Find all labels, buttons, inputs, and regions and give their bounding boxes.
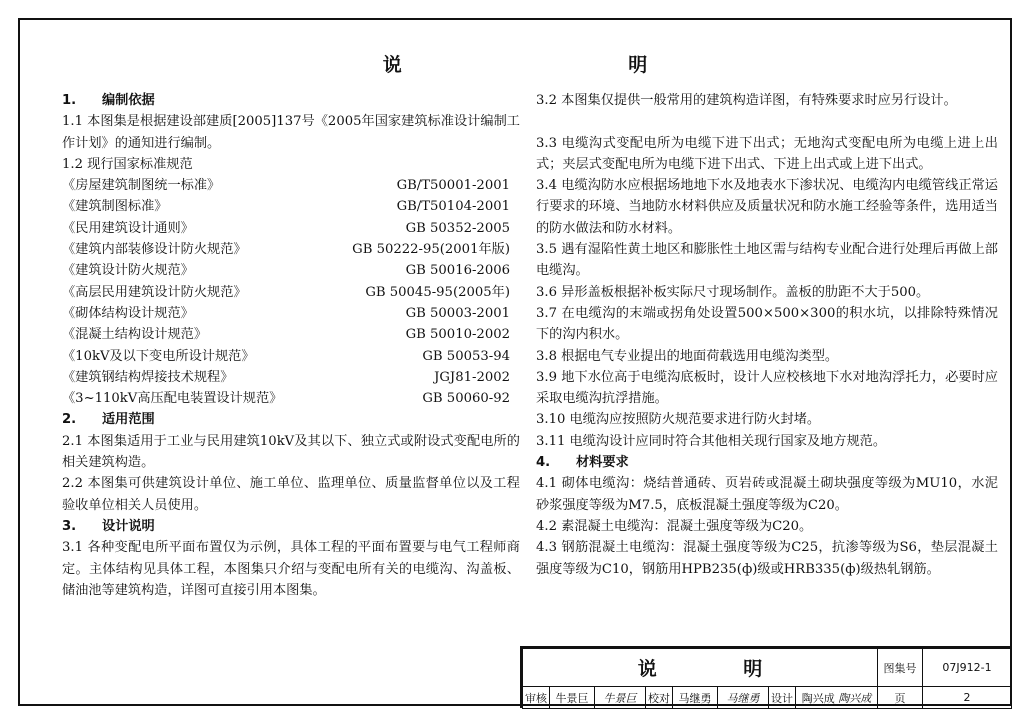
section-heading-1: 1. 编制依据 [62,93,155,108]
paragraph-2-1: 2.1 本图集适用于工业与民用建筑10kV及其以下、独立式或附设式变配电所的相关建筑构造。 [62,433,520,471]
standard-code: GB 50053-94 [422,348,510,364]
paragraph-4-3: 4.3 钢筋混凝土电缆沟：混凝土强度等级为C25，抗渗等级为S6，垫层混凝土强度等级为C10，钢筋用HPB235(ф)级或HRB335(ф)级热轧钢筋。 [536,540,998,577]
design-name: 陶兴成 [801,691,835,705]
paragraph-3-6: 3.6 异形盖板根据补板实际尺寸现场制作。盖板的肋距不大于500。 [536,284,930,300]
paragraph-4-2: 4.2 素混凝土电缆沟：混凝土强度等级为C20。 [536,518,813,534]
paragraph-3-9: 3.9 地下水位高于电缆沟底板时，设计人应校核地下水对地沟浮托力，必要时应采取电缆沟抗浮措施。 [536,369,998,407]
standard-name: 《砌体结构设计规范》 [62,305,194,321]
page-number: 2 [923,687,1012,709]
standard-row [62,218,520,239]
page-title: 说 明 [382,54,758,76]
review-label: 审核 [523,687,550,709]
standard-code: GB 50352-2005 [405,220,510,236]
title-block-table [522,648,1012,709]
paragraph-1-2: 1.2 现行国家标准规范 [62,156,193,172]
design-cell [796,687,878,709]
standard-row [62,303,520,324]
standard-row [62,388,520,409]
standard-row [62,260,520,281]
design-signature: 陶兴成 [838,691,872,705]
standard-name: 《10kV及以下变电所设计规范》 [62,348,255,364]
standard-code: JGJ81-2002 [434,369,510,385]
check-signature: 马继勇 [718,687,769,709]
standard-name: 《建筑钢结构焊接技术规程》 [62,369,234,385]
design-label: 设计 [769,687,796,709]
section-heading-3: 3. 设计说明 [62,518,155,534]
paragraph-3-11: 3.11 电缆沟设计应同时符合其他相关现行国家及地方规范。 [536,433,887,449]
page-label: 页 [878,687,923,709]
standard-row [62,282,520,303]
standard-row [62,346,520,367]
standard-code: GB 50222-95(2001年版) [352,242,510,258]
paragraph-1-1: 1.1 本图集是根据建设部建质[2005]137号《2005年国家建筑标准设计编制工作计划》的通知进行编制。 [62,114,520,151]
standard-code: GB/T50001-2001 [396,178,510,194]
left-column [62,90,520,601]
section-heading-2: 2. 适用范围 [62,412,155,428]
standard-code: GB 50016-2006 [405,263,510,279]
standard-code: GB 50003-2001 [405,305,510,321]
paragraph-3-2: 3.2 本图集仅提供一般常用的建筑构造详图，有特殊要求时应另行设计。 [536,93,957,108]
standard-name: 《民用建筑设计通则》 [62,220,194,236]
check-label: 校对 [646,687,673,709]
standard-name: 《建筑制图标准》 [62,199,168,215]
paragraph-4-1: 4.1 砌体电缆沟：烧结普通砖、页岩砖或混凝土砌块强度等级为MU10，水泥砂浆强度等级为M7.5，底板混凝土强度等级为C20。 [536,476,998,513]
standard-row [62,175,520,196]
paragraph-2-2: 2.2 本图集可供建筑设计单位、施工单位、监理单位、质量监督单位以及工程验收单位相关人员使用。 [62,476,520,513]
review-name: 牛景巨 [550,687,595,709]
paragraph-3-10: 3.10 电缆沟应按照防火规范要求进行防火封堵。 [536,412,821,428]
review-signature: 牛景巨 [595,687,646,709]
title-block [520,646,1012,708]
section-heading-4: 4. 材料要求 [536,455,629,471]
paragraph-3-7: 3.7 在电缆沟的末端或拐角处设置500×500×300的积水坑，以排除特殊情况下的沟内积水。 [536,305,998,343]
paragraph-3-3: 3.3 电缆沟式变配电所为电缆下进下出式；无地沟式变配电所为电缆上进上出式；夹层式变配电所为电缆下进下出式、下进上出式或上进下出式。 [536,135,998,172]
standard-code: GB 50045-95(2005年) [365,284,510,300]
atlas-number: 07J912-1 [923,649,1012,687]
atlas-number-label: 图集号 [878,649,923,687]
standard-code: GB/T50104-2001 [396,199,510,215]
drawing-sheet [18,18,1012,706]
standard-code: GB 50010-2002 [405,327,510,343]
standard-name: 《建筑设计防火规范》 [62,263,194,279]
paragraph-3-8: 3.8 根据电气专业提出的地面荷载选用电缆沟类型。 [536,348,839,364]
standard-code: GB 50060-92 [422,391,510,407]
standard-row [62,196,520,217]
paragraph-3-4: 3.4 电缆沟防水应根据场地地下水及地表水下渗状况、电缆沟内电缆管线正常运行要求的环境、当地防水材料供应及质量状况和防水施工经验等条件，选用适当的防水做法和防水材料。 [536,178,998,236]
title-block-title: 说 明 [523,649,878,687]
standard-row [62,324,520,345]
standard-row [62,239,520,260]
standard-name: 《建筑内部装修设计防火规范》 [62,242,247,258]
paragraph-3-1: 3.1 各种变配电所平面布置仅为示例，具体工程的平面布置要与电气工程师商定。主体结构见具体工程，本图集只介绍与变配电所有关的电缆沟、沟盖板、储油池等建筑构造，详图可直接引用本图集。 [62,540,520,598]
check-name: 马继勇 [673,687,718,709]
standard-name: 《混凝土结构设计规范》 [62,327,208,343]
standard-name: 《高层民用建筑设计防火规范》 [62,284,247,300]
standard-name: 《3~110kV高压配电装置设计规范》 [62,391,283,407]
standard-name: 《房屋建筑制图统一标准》 [62,178,221,194]
standards-list [62,175,520,409]
standard-row [62,367,520,388]
right-column [536,90,998,580]
paragraph-3-5: 3.5 遇有湿陷性黄土地区和膨胀性土地区需与结构专业配合进行处理后再做上部电缆沟。 [536,242,998,279]
